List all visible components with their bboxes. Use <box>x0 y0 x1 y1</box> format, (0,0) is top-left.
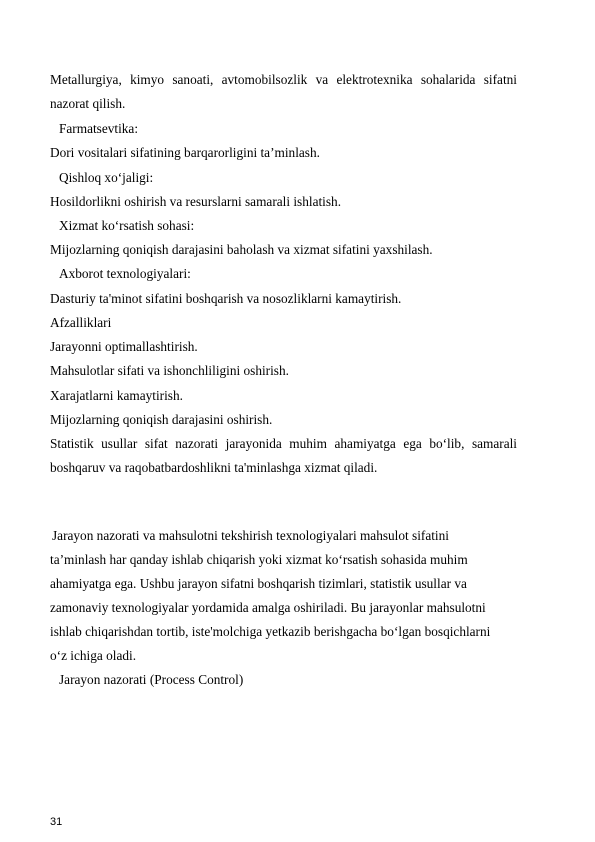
paragraph-line: boshqaruv va raqobatbardoshlikni ta'minlashga xizmat qiladi. <box>50 460 378 475</box>
paragraph-line: Dasturiy ta'minot sifatini boshqarish va nosozliklarni kamaytirish. <box>50 291 402 306</box>
list-item: Xarajatlarni kamaytirish. <box>50 388 183 403</box>
paragraph-line: ishlab chiqarishdan tortib, iste'molchiga yetkazib berishgacha bo‘lgan bosqichlarni <box>50 624 491 639</box>
paragraph-line: ahamiyatga ega. Ushbu jarayon sifatni boshqarish tizimlari, statistik usullar va <box>50 576 467 591</box>
paragraph-line: Hosildorlikni oshirish va resurslarni samarali ishlatish. <box>50 194 342 209</box>
paragraph-line: Mijozlarning qoniqish darajasini baholash va xizmat sifatini yaxshilash. <box>50 242 433 257</box>
section-heading: Qishloq xo‘jaligi: <box>59 170 154 185</box>
paragraph-line: zamonaviy texnologiyalar yordamida amalga oshiriladi. Bu jarayonlar mahsulotni <box>50 600 486 615</box>
paragraph-line: Jarayon nazorati va mahsulotni tekshirish texnologiyalari mahsulot sifatini <box>52 528 449 543</box>
section-heading: Xizmat ko‘rsatish sohasi: <box>59 218 195 233</box>
paragraph-line: ta’minlash har qanday ishlab chiqarish yoki xizmat ko‘rsatish sohasida muhim <box>50 552 468 567</box>
list-item: Mijozlarning qoniqish darajasini oshirish. <box>50 412 273 427</box>
paragraph-line: nazorat qilish. <box>50 96 126 111</box>
paragraph-line: Dori vositalari sifatining barqarorligini ta’minlash. <box>50 145 320 160</box>
list-item: Mahsulotlar sifati va ishonchliligini oshirish. <box>50 363 289 378</box>
section-heading: Axborot texnologiyalari: <box>59 266 191 281</box>
page-number: 31 <box>50 816 63 828</box>
list-item: Jarayonni optimallashtirish. <box>50 339 198 354</box>
paragraph-line: Statistik usullar sifat nazorati jarayonida muhim ahamiyatga ega bo‘lib, samarali <box>50 436 517 451</box>
paragraph-line: Metallurgiya, kimyo sanoati, avtomobilsozlik va elektrotexnika sohalarida sifatni <box>50 72 517 87</box>
paragraph-line: o‘z ichiga oladi. <box>50 648 137 663</box>
section-heading: Afzalliklari <box>50 315 112 330</box>
section-heading: Farmatsevtika: <box>59 121 139 136</box>
section-heading: Jarayon nazorati (Process Control) <box>59 672 244 687</box>
